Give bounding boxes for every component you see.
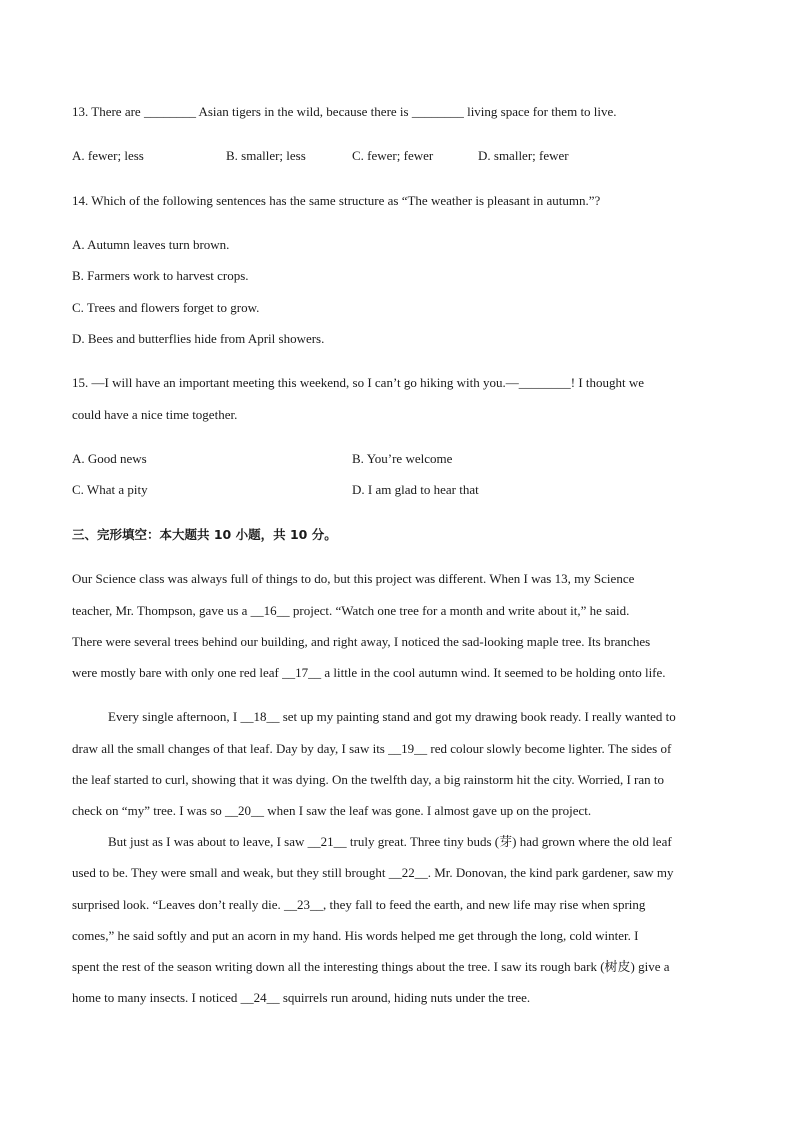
q15-stem-line1: 15. —I will have an important meeting this weekend, so I can’t go hiking with you.—________! I thought we [72, 375, 645, 390]
passage-line: There were several trees behind our building, and right away, I noticed the sad-looking maple tree. Its branches [72, 634, 651, 649]
q14-option-d: D. Bees and butterflies hide from April showers. [72, 331, 325, 346]
q13-stem: 13. There are ________ Asian tigers in the wild, because there is ________ living space for them to live. [72, 104, 617, 119]
passage-line: were mostly bare with only one red leaf __17__ a little in the cool autumn wind. It seemed to be holding onto life. [72, 665, 666, 680]
q13-option-c: C. fewer; fewer [352, 148, 434, 163]
q14-option-a: A. Autumn leaves turn brown. [72, 237, 230, 252]
q14-option-c: C. Trees and flowers forget to grow. [72, 300, 260, 315]
passage-line: check on “my” tree. I was so __20__ when I saw the leaf was gone. I almost gave up on the project. [72, 803, 592, 818]
q13-option-a: A. fewer; less [72, 148, 144, 163]
q14-option-b: B. Farmers work to harvest crops. [72, 268, 249, 283]
section-heading: 三、完形填空：本大题共 10 小题，共 10 分。 [72, 527, 337, 542]
passage-line: draw all the small changes of that leaf. Day by day, I saw its __19__ red colour slowly become lighter. The sides of [72, 741, 672, 756]
q15-option-a: A. Good news [72, 451, 147, 466]
passage-line: Our Science class was always full of things to do, but this project was different. When I was 13, my Science [72, 571, 635, 586]
q13-option-d: D. smaller; fewer [478, 148, 569, 163]
passage-line: teacher, Mr. Thompson, gave us a __16__ project. “Watch one tree for a month and write about it,” he said. [72, 603, 630, 618]
q15-option-c: C. What a pity [72, 482, 148, 497]
passage-line: comes,” he said softly and put an acorn in my hand. His words helped me get through the long, cold winter. I [72, 928, 639, 943]
passage-line: used to be. They were small and weak, but they still brought __22__. Mr. Donovan, the kind park gardener, saw my [72, 865, 674, 880]
passage-line: Every single afternoon, I __18__ set up my painting stand and got my drawing book ready. I really wanted to [108, 709, 676, 724]
q15-stem-line2: could have a nice time together. [72, 407, 238, 422]
q15-option-b: B. You’re welcome [352, 451, 453, 466]
passage-line: spent the rest of the season writing down all the interesting things about the tree. I saw its rough bark (树皮) give a [72, 959, 670, 974]
q15-option-d: D. I am glad to hear that [352, 482, 479, 497]
q13-option-b: B. smaller; less [226, 148, 306, 163]
q14-stem: 14. Which of the following sentences has the same structure as “The weather is pleasant in autumn.”? [72, 193, 601, 208]
passage-line: the leaf started to curl, showing that it was dying. On the twelfth day, a big rainstorm hit the city. Worried, I ran to [72, 772, 664, 787]
passage-line: surprised look. “Leaves don’t really die. __23__, they fall to feed the earth, and new life may rise when spring [72, 897, 646, 912]
passage-line: But just as I was about to leave, I saw __21__ truly great. Three tiny buds (芽) had grown where the old leaf [108, 834, 672, 849]
passage-line: home to many insects. I noticed __24__ squirrels run around, hiding nuts under the tree. [72, 990, 531, 1005]
